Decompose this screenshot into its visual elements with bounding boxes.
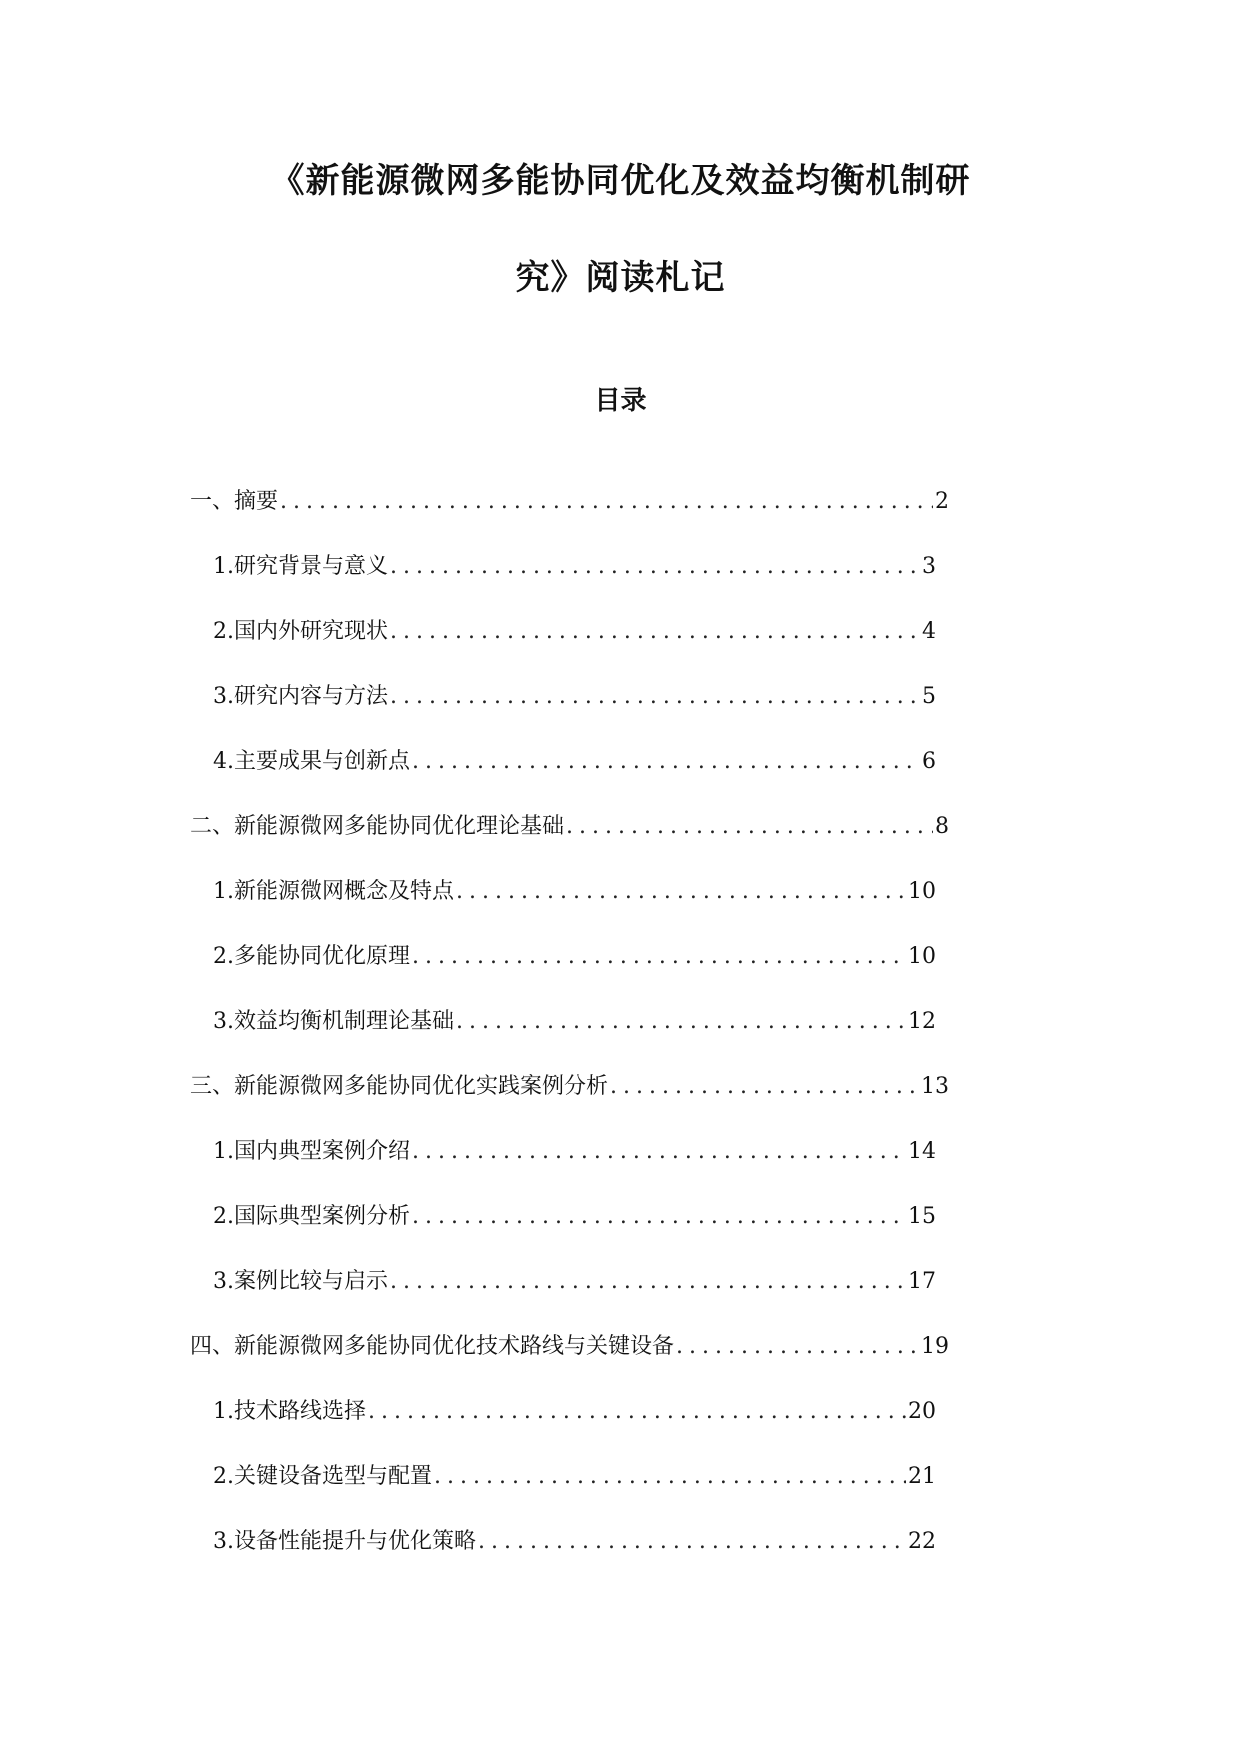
table-of-contents (0, 484, 1241, 1589)
toc-entry-label: 三、新能源微网多能协同优化实践案例分析 (190, 1074, 609, 1099)
toc-dot-leader (390, 619, 920, 644)
toc-entry-page-number: 14 (908, 1139, 936, 1164)
toc-entry-number: 2. (213, 944, 234, 969)
toc-dot-leader (390, 684, 920, 709)
toc-entry-page-number: 6 (922, 749, 936, 774)
toc-subsection-entry[interactable] (0, 1459, 936, 1524)
toc-entry-label: 效益均衡机制理论基础 (234, 1009, 455, 1034)
toc-section-entry[interactable] (0, 809, 949, 874)
toc-entry-page-number: 15 (908, 1204, 936, 1229)
toc-section-entry[interactable] (0, 1329, 949, 1394)
toc-entry-label: 研究背景与意义 (234, 554, 389, 579)
toc-subsection-entry[interactable] (0, 1004, 936, 1069)
toc-entry-page-number: 21 (908, 1464, 936, 1489)
toc-entry-number: 3. (213, 1269, 234, 1294)
toc-subsection-entry[interactable] (0, 939, 936, 1004)
toc-entry-label: 研究内容与方法 (234, 684, 389, 709)
toc-heading: 目录 (594, 386, 647, 416)
toc-dot-leader (390, 1269, 906, 1294)
toc-entry-number: 1. (213, 879, 234, 904)
toc-entry-number: 2. (213, 1204, 234, 1229)
toc-entry-label: 国内外研究现状 (234, 619, 389, 644)
toc-entry-page-number: 10 (908, 944, 936, 969)
toc-subsection-entry[interactable] (0, 1524, 936, 1589)
toc-section-entry[interactable] (0, 1069, 949, 1134)
toc-dot-leader (610, 1074, 919, 1099)
toc-subsection-entry[interactable] (0, 549, 936, 614)
toc-entry-number: 4. (213, 749, 234, 774)
toc-dot-leader (566, 814, 933, 839)
toc-entry-label: 案例比较与启示 (234, 1269, 389, 1294)
toc-entry-number: 1. (213, 1399, 234, 1424)
toc-entry-number: 3. (213, 684, 234, 709)
toc-entry-label: 国际典型案例分析 (234, 1204, 411, 1229)
toc-dot-leader (456, 1009, 906, 1034)
toc-entry-label: 四、新能源微网多能协同优化技术路线与关键设备 (190, 1334, 675, 1359)
toc-dot-leader (368, 1399, 906, 1424)
toc-dot-leader (456, 879, 906, 904)
toc-entry-label: 关键设备选型与配置 (234, 1464, 433, 1489)
toc-entry-page-number: 17 (908, 1269, 936, 1294)
toc-subsection-entry[interactable] (0, 1199, 936, 1264)
toc-dot-leader (412, 944, 906, 969)
toc-entry-label: 国内典型案例介绍 (234, 1139, 411, 1164)
toc-entry-number: 1. (213, 1139, 234, 1164)
toc-dot-leader (434, 1464, 906, 1489)
toc-dot-leader (478, 1529, 906, 1554)
toc-entry-number: 3. (213, 1529, 234, 1554)
toc-entry-page-number: 20 (908, 1399, 936, 1424)
toc-subsection-entry[interactable] (0, 744, 936, 809)
toc-entry-page-number: 10 (908, 879, 936, 904)
toc-entry-page-number: 12 (908, 1009, 936, 1034)
toc-entry-label: 一、摘要 (190, 489, 279, 514)
toc-dot-leader (280, 489, 933, 514)
toc-entry-page-number: 19 (921, 1334, 949, 1359)
toc-entry-page-number: 2 (935, 489, 949, 514)
toc-entry-label: 主要成果与创新点 (234, 749, 411, 774)
toc-entry-label: 多能协同优化原理 (234, 944, 411, 969)
document-title-line-2: 究》阅读札记 (515, 258, 726, 298)
toc-subsection-entry[interactable] (0, 1264, 936, 1329)
toc-section-entry[interactable] (0, 484, 949, 549)
toc-dot-leader (676, 1334, 919, 1359)
toc-entry-page-number: 8 (935, 814, 949, 839)
toc-entry-page-number: 22 (908, 1529, 936, 1554)
toc-entry-page-number: 5 (922, 684, 936, 709)
toc-entry-page-number: 13 (921, 1074, 949, 1099)
toc-entry-label: 二、新能源微网多能协同优化理论基础 (190, 814, 565, 839)
toc-subsection-entry[interactable] (0, 874, 936, 939)
toc-entry-label: 设备性能提升与优化策略 (234, 1529, 477, 1554)
document-title-line-1: 《新能源微网多能协同优化及效益均衡机制研 (270, 161, 971, 201)
toc-dot-leader (412, 1139, 906, 1164)
toc-entry-page-number: 3 (922, 554, 936, 579)
toc-entry-page-number: 4 (922, 619, 936, 644)
toc-subsection-entry[interactable] (0, 1134, 936, 1199)
toc-entry-number: 1. (213, 554, 234, 579)
toc-dot-leader (412, 749, 920, 774)
toc-entry-label: 新能源微网概念及特点 (234, 879, 455, 904)
toc-dot-leader (390, 554, 920, 579)
toc-entry-number: 3. (213, 1009, 234, 1034)
toc-entry-number: 2. (213, 1464, 234, 1489)
toc-entry-number: 2. (213, 619, 234, 644)
toc-subsection-entry[interactable] (0, 614, 936, 679)
toc-dot-leader (412, 1204, 906, 1229)
toc-entry-label: 技术路线选择 (234, 1399, 367, 1424)
toc-subsection-entry[interactable] (0, 1394, 936, 1459)
toc-subsection-entry[interactable] (0, 679, 936, 744)
